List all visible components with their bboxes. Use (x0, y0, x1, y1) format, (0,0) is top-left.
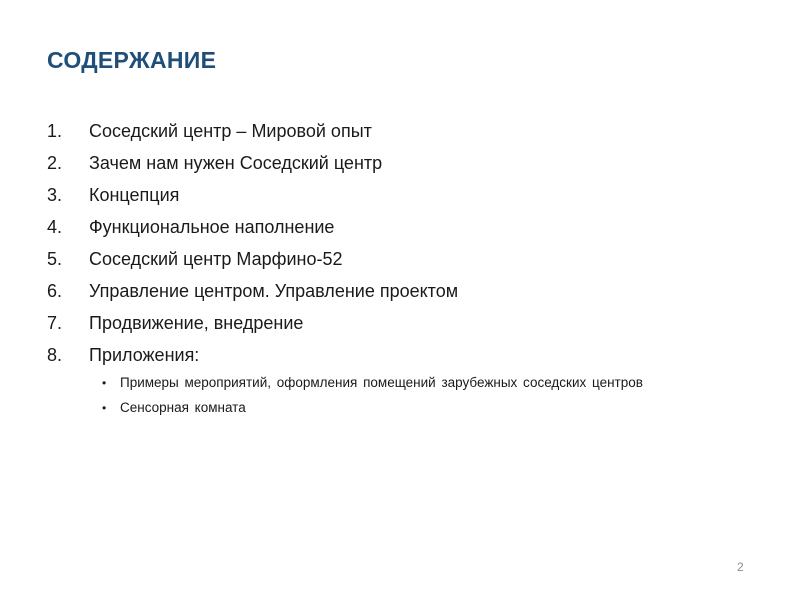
toc-item (47, 116, 767, 148)
sublist-item-text: Сенсорная комната (120, 400, 246, 415)
toc-item-number: 8. (47, 345, 63, 365)
toc-item-text: Приложения: (89, 345, 200, 365)
bullet-icon: • (102, 376, 107, 390)
toc-item-number: 3. (47, 185, 63, 205)
sublist-item-text: Примеры мероприятий, оформления помещений зарубежных соседских центров (120, 375, 643, 390)
page-number: 2 (737, 560, 744, 574)
slide-title: СОДЕРЖАНИЕ (47, 47, 217, 73)
toc-item-number: 4. (47, 217, 63, 237)
toc-item-number: 1. (47, 121, 63, 141)
toc-item (47, 308, 767, 340)
toc-item (47, 180, 767, 212)
toc-item (47, 340, 767, 372)
appendix-sublist (100, 372, 643, 422)
toc-item-text: Соседский центр Марфино-52 (89, 249, 343, 269)
bullet-icon: • (102, 401, 107, 415)
toc-item-text: Концепция (89, 185, 180, 205)
toc-item (47, 212, 767, 244)
toc-item (47, 244, 767, 276)
sublist-item (100, 397, 643, 422)
toc-item (47, 276, 767, 308)
sublist-item (100, 372, 643, 397)
toc-item-text: Зачем нам нужен Соседский центр (89, 153, 383, 173)
table-of-contents (47, 116, 767, 372)
toc-item-text: Функциональное наполнение (89, 217, 335, 237)
toc-item-text: Соседский центр – Мировой опыт (89, 121, 372, 141)
toc-item (47, 148, 767, 180)
toc-item-text: Продвижение, внедрение (89, 313, 304, 333)
toc-item-text: Управление центром. Управление проектом (89, 281, 459, 301)
toc-item-number: 6. (47, 281, 63, 301)
toc-item-number: 7. (47, 313, 63, 333)
toc-item-number: 5. (47, 249, 63, 269)
toc-item-number: 2. (47, 153, 63, 173)
